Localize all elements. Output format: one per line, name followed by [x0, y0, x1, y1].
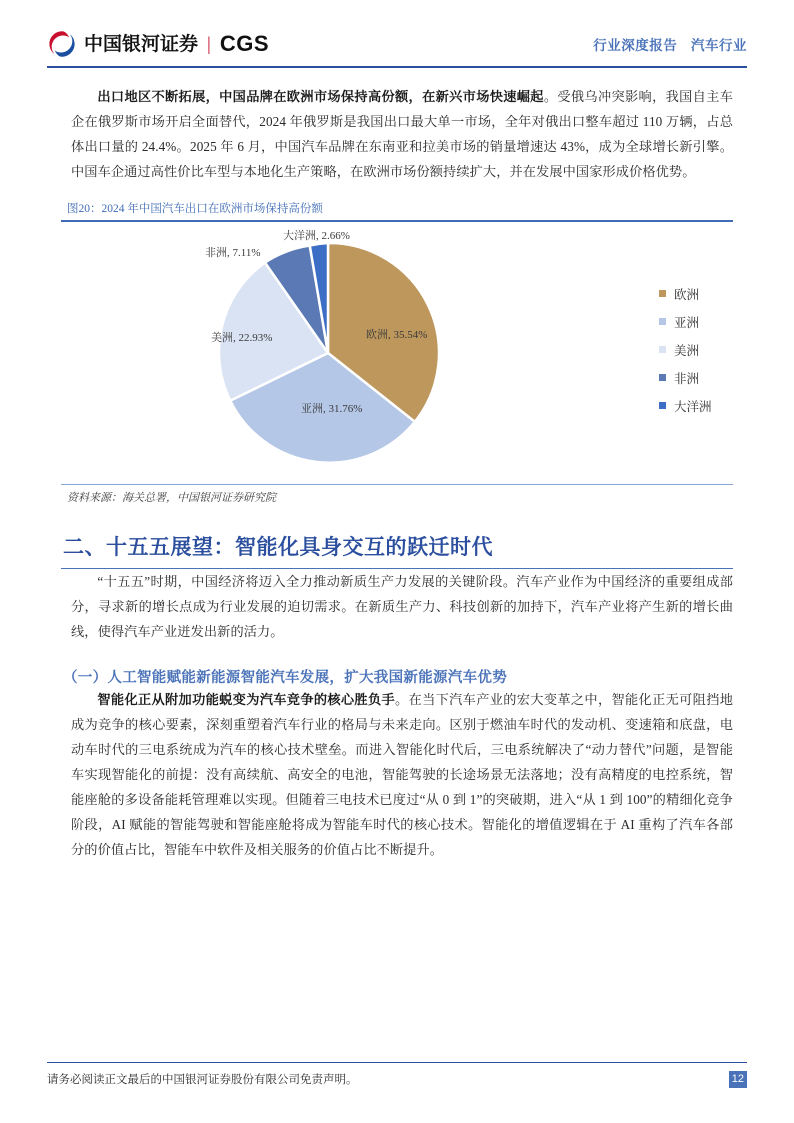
pie-label-oceania: 大洋洲, 2.66%	[283, 229, 350, 242]
header-divider	[47, 66, 747, 68]
legend-swatch-americas-icon	[659, 346, 666, 353]
page-number: 12	[729, 1071, 747, 1088]
brand-name-en: CGS	[219, 31, 270, 56]
paragraph-intelligence-core-rest: 。在当下汽车产业的宏大变革之中，智能化正无可阻挡地成为竞争的核心要素，深刻重塑着汽车行业的格局与未来走向。区别于燃油车时代的发动机、变速箱和底盘，电动车时代的三电系统成为汽车的核心技术壁垒。而进入智能化时代后，三电系统解决了“动力替代”问题，是智能车实现智能化的前提：没有高续航、高安全的电池，智能驾驶的长途场景无法落地；没有高精度的电控系统，智能座舱的多设备能耗管理难以实现。但随着三电技术已度过“从 0 到 1”的突破期，进入“从 1 到 100”的精细化竞争阶段，AI 赋能的智能驾驶和智能座舱将成为智能车时代的核心技术。智能化的增值逻辑在于 AI 重构了汽车各部分的价值占比，智能车中软件及相关服务的价值占比不断提升。	[71, 692, 734, 858]
legend-item-africa	[659, 364, 769, 392]
legend-swatch-europe-icon	[659, 290, 666, 297]
pie-chart-svg	[201, 230, 471, 476]
legend-item-americas	[659, 336, 769, 364]
footer-disclaimer: 请务必阅读正文最后的中国银河证券股份有限公司免责声明。	[47, 1074, 358, 1086]
legend-item-europe	[659, 280, 769, 308]
figure-20-caption: 图20：2024 年中国汽车出口在欧洲市场保持高份额	[67, 203, 323, 215]
paragraph-intelligence-core-lead: 智能化正从附加功能蜕变为汽车竞争的核心胜负手	[97, 692, 396, 708]
footer-divider	[47, 1062, 747, 1063]
legend-item-oceania	[659, 392, 769, 420]
page-content	[47, 84, 747, 862]
pie-label-americas: 美洲, 22.93%	[211, 331, 273, 344]
paragraph-export-regions	[47, 84, 747, 184]
pie-label-africa: 非洲, 7.11%	[205, 246, 261, 259]
legend-label-oceania: 大洋洲	[674, 399, 712, 414]
legend-label-americas: 美洲	[674, 343, 700, 358]
brand-separator: |	[207, 33, 211, 55]
paragraph-intelligence-core	[47, 687, 747, 862]
cgs-logo-icon	[47, 29, 77, 59]
section-heading-1: 二、十五五展望：智能化具身交互的跃迁时代	[63, 534, 493, 559]
brand-name-cn: 中国银河证券	[84, 33, 199, 55]
pie-label-europe: 欧洲, 35.54%	[366, 328, 428, 341]
report-type: 行业深度报告	[593, 38, 678, 53]
page-footer	[47, 1068, 747, 1090]
legend-item-asia	[659, 308, 769, 336]
figure-20-source: 资料来源：海关总署，中国银河证券研究院	[67, 491, 276, 504]
legend-label-africa: 非洲	[674, 371, 700, 386]
legend-label-asia: 亚洲	[674, 315, 700, 330]
legend-swatch-africa-icon	[659, 374, 666, 381]
section-heading-2: （一）人工智能赋能新能源智能汽车发展，扩大我国新能源汽车优势	[63, 670, 507, 687]
paragraph-export-regions-rest: 。受俄乌冲突影响，我国自主车企在俄罗斯市场开启全面替代，2024 年俄罗斯是我国出口最大单一市场，全年对俄出口整车超过 110 万辆，占总体出口量的 24.4%。2025 年 6 月，中国汽车品牌在东南亚和拉美市场的销量增速达 43%，成为全球增长新引擎。中国车企通过高性价比车型与本地化生产策略，在欧洲市场份额持续扩大，并在发展中国家形成价格优势。	[71, 89, 734, 179]
paragraph-export-regions-lead: 出口地区不断拓展，中国品牌在欧洲市场保持高份额，在新兴市场快速崛起	[97, 89, 544, 104]
legend-swatch-asia-icon	[659, 318, 666, 325]
figure-20	[47, 200, 747, 505]
figure-20-body	[61, 222, 733, 484]
legend-label-europe: 欧洲	[674, 287, 700, 302]
pie-label-asia: 亚洲, 31.76%	[301, 402, 363, 415]
report-sector: 汽车行业	[691, 38, 747, 53]
brand-logo	[47, 29, 269, 59]
pie-legend	[659, 280, 769, 420]
page-header	[47, 20, 747, 68]
legend-swatch-oceania-icon	[659, 402, 666, 409]
header-report-label	[593, 34, 747, 54]
paragraph-fifteen-five-outlook: “十五五”时期，中国经济将迈入全力推动新质生产力发展的关键阶段。汽车产业作为中国经济的重要组成部分，寻求新的增长点成为行业发展的迫切需求。在新质生产力、科技创新的加持下，汽车产业将产生新的增长曲线，使得汽车产业迸发出新的活力。	[71, 574, 733, 640]
pie-chart	[61, 222, 733, 484]
section-heading-block	[47, 531, 747, 570]
